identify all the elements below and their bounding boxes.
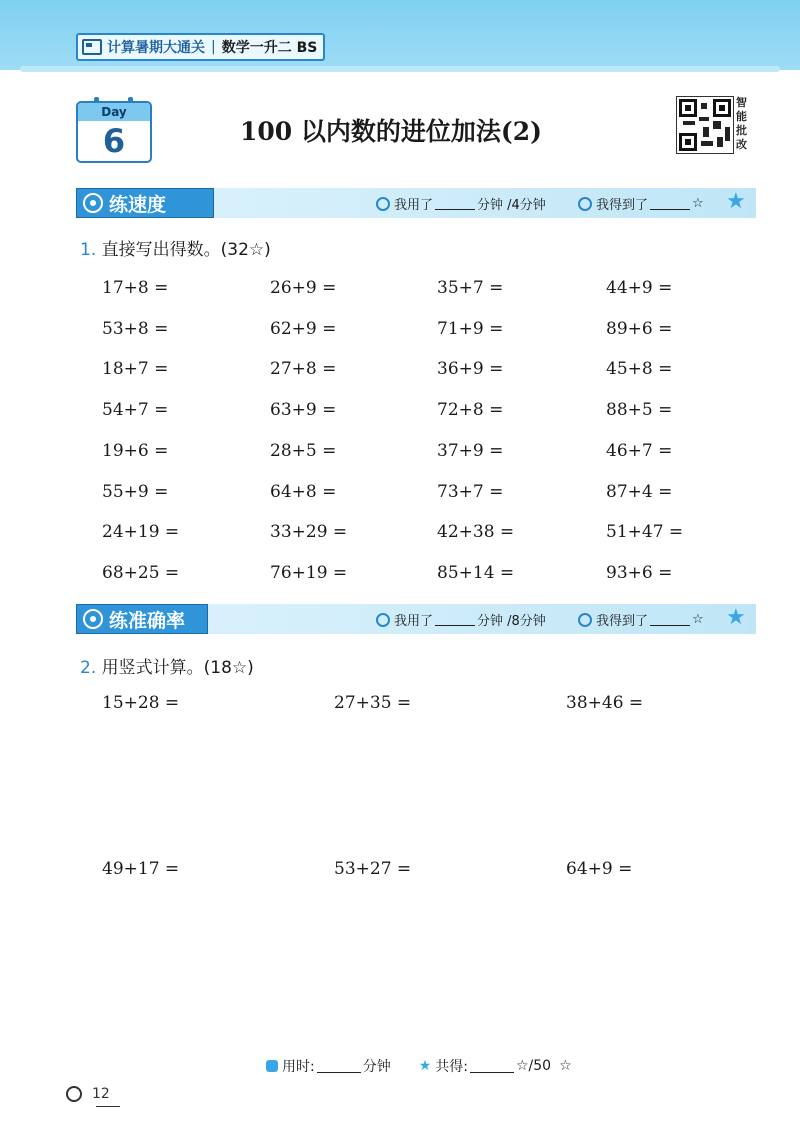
section-bar-speed xyxy=(76,188,756,218)
banner-edge xyxy=(20,66,780,72)
problem[interactable]: 44+9 = xyxy=(606,278,673,298)
page-number: 12 xyxy=(66,1086,110,1102)
problem[interactable]: 64+8 = xyxy=(270,481,337,502)
time-blank[interactable] xyxy=(435,197,475,210)
stopwatch-icon xyxy=(83,193,103,213)
problem[interactable]: 37+9 = xyxy=(437,440,504,461)
series-separator: | xyxy=(211,39,216,55)
alarm-clock-icon xyxy=(266,1060,278,1072)
day-calendar xyxy=(76,101,152,163)
check-icon xyxy=(578,197,592,211)
problem[interactable]: 18+7 = xyxy=(102,359,169,380)
page-number-underline xyxy=(96,1106,120,1107)
problem[interactable]: 93+6 = xyxy=(606,562,673,583)
problem[interactable]: 85+14 = xyxy=(437,562,515,583)
total-time-blank[interactable] xyxy=(317,1060,361,1073)
book-icon xyxy=(82,39,102,55)
page-title: 100 以内数的进位加法(2) xyxy=(240,117,542,146)
score-blank[interactable] xyxy=(650,613,690,626)
problem[interactable]: 72+8 = xyxy=(437,400,504,421)
problem[interactable]: 87+4 = xyxy=(606,481,673,502)
problem[interactable]: 63+9 = xyxy=(270,400,337,421)
problem[interactable]: 24+19 = xyxy=(102,522,180,543)
problem[interactable]: 53+8 = xyxy=(102,318,169,339)
problem[interactable]: 53+27 = xyxy=(334,859,412,879)
time-used: 我用了 分钟 /4分钟 xyxy=(376,194,546,213)
qr-code-icon[interactable] xyxy=(676,96,734,154)
time-used: 我用了 分钟 /8分钟 xyxy=(376,610,546,629)
problem[interactable]: 71+9 = xyxy=(437,318,504,339)
problem[interactable]: 76+19 = xyxy=(270,562,348,583)
problem[interactable]: 62+9 = xyxy=(270,318,337,339)
problem[interactable]: 68+25 = xyxy=(102,562,180,583)
series-badge xyxy=(76,33,325,61)
score-blank[interactable] xyxy=(650,197,690,210)
clock-icon xyxy=(376,613,390,627)
problem[interactable]: 38+46 = xyxy=(566,693,644,713)
day-number: 6 xyxy=(102,122,126,160)
problem[interactable]: 45+8 = xyxy=(606,359,673,380)
section-label-speed: 练速度 xyxy=(76,188,214,218)
problem[interactable]: 73+7 = xyxy=(437,481,504,502)
problem[interactable]: 17+8 = xyxy=(102,278,169,298)
problem[interactable]: 46+7 = xyxy=(606,440,673,461)
star-icon: ★ xyxy=(726,189,746,214)
sun-icon xyxy=(66,1086,82,1102)
star-icon: ★ xyxy=(726,605,746,630)
check-icon xyxy=(578,613,592,627)
section-bar-accuracy xyxy=(76,604,756,634)
problem[interactable]: 89+6 = xyxy=(606,318,673,339)
clock-icon xyxy=(376,197,390,211)
problem[interactable]: 51+47 = xyxy=(606,522,684,543)
total-score-blank[interactable] xyxy=(470,1060,514,1073)
problem[interactable]: 33+29 = xyxy=(270,522,348,543)
question-1-label: 1. 直接写出得数。(32☆) xyxy=(80,240,271,260)
problem[interactable]: 64+9 = xyxy=(566,859,633,879)
problem[interactable]: 49+17 = xyxy=(102,859,180,879)
qr-caption: 智 能 批 改 xyxy=(736,96,747,151)
problem[interactable]: 28+5 = xyxy=(270,440,337,461)
star-icon: ★ xyxy=(418,1058,432,1074)
problem[interactable]: 35+7 = xyxy=(437,278,504,298)
time-blank[interactable] xyxy=(435,613,475,626)
problem[interactable]: 19+6 = xyxy=(102,440,169,461)
score-earned: 我得到了 ☆ xyxy=(578,610,704,629)
problem[interactable]: 54+7 = xyxy=(102,400,169,421)
score-earned: 我得到了 ☆ xyxy=(578,194,704,213)
problem[interactable]: 27+35 = xyxy=(334,693,412,713)
problem[interactable]: 55+9 = xyxy=(102,481,169,502)
problem[interactable]: 42+38 = xyxy=(437,522,515,543)
day-label: Day xyxy=(78,103,150,121)
series-name: 计算暑期大通关 xyxy=(107,40,205,56)
grade-label: 数学一升二 BS xyxy=(221,40,318,56)
section-label-accuracy: 练准确率 xyxy=(76,604,208,634)
problem[interactable]: 27+8 = xyxy=(270,359,337,380)
problem[interactable]: 88+5 = xyxy=(606,400,673,421)
problem[interactable]: 36+9 = xyxy=(437,359,504,380)
problem[interactable]: 26+9 = xyxy=(270,278,337,298)
target-icon xyxy=(83,609,103,629)
footer-summary: 用时: 分钟 ★ 共得: ☆/50 ☆ xyxy=(266,1056,572,1076)
problem[interactable]: 15+28 = xyxy=(102,693,180,713)
question-2-label: 2. 用竖式计算。(18☆) xyxy=(80,658,254,678)
